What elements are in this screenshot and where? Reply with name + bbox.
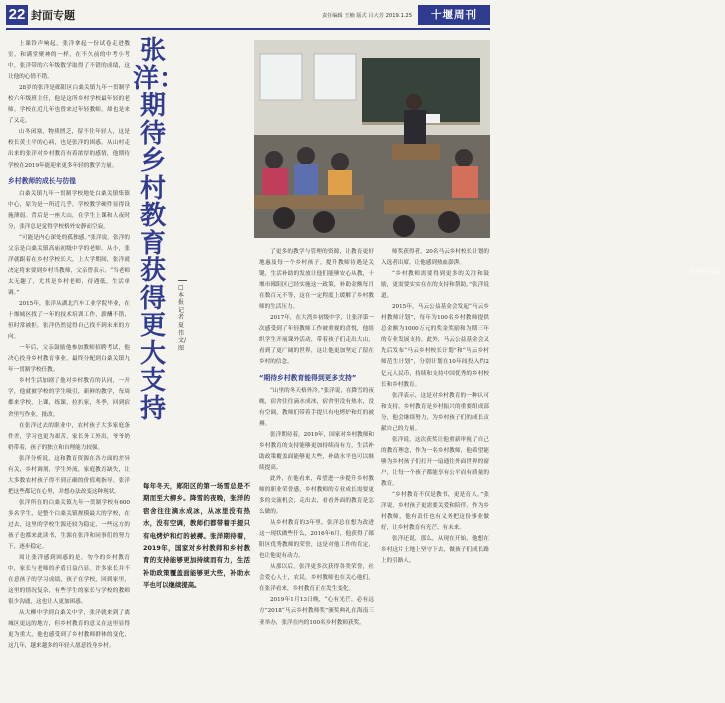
paragraph: 从那以后，张洋更多次获得各类荣誉，社会爱心人士，农民，乡村教师也在关心他们，在张洋看来，乡村教育正在发生变化。: [259, 564, 374, 593]
paragraph: 2019年1月13日晚，“心有光芒，必有远方”2018“马云乡村教师奖”颁奖典礼在海南三亚举办，张洋在内的100名乡村教师获奖。: [259, 597, 374, 626]
paragraph: 2015年，马云公益基金会发起“马云乡村教师计划”，每年为100名乡村教师提供总金额为1000万元的奖金奖励和为期三年的专业发展支持。此外，马云公益基金会又先后发布“马云乡村校长计划”和“马云乡村师范生计划”，分别计划在10年间投入约2亿元人民币，持续和支持中国优秀的乡村校长和乡村教育。: [381, 304, 489, 388]
paragraph: 张洋说，这次获奖让他重新审视了自己的教育理念，作为一名乡村教师，他希望能够为乡村孩子们打开一扇通往外面世界的窗户，让每一个孩子都能享有公平而有质量的教育。: [381, 436, 489, 487]
paragraph: 此外，在他看来，希望进一步提升乡村教师的职业荣誉感，乡村教师的专业成长需要更多的交流机会，走出去，看看外面的教育是怎么做的。: [259, 475, 374, 516]
newspaper-logo: 十堰周刊: [418, 5, 490, 25]
paragraph: “乡村教育不仅是教书，更是育人。”张洋说，乡村孩子更需要关爱和陪伴，作为乡村教师，他有责任也有义务把这份事业做好，让乡村教育有光芒、有未来。: [381, 492, 489, 532]
paragraph: 白桑关镇九年一贯制学校地处白桑关镇集镇中心，原为是一所近几乎，学校教学硬件显得设施薄弱。背后是一座大山，在学生上课和人夜时分，张洋总是觉得学校格外安静而空寂。: [8, 190, 130, 230]
classroom-illustration: [254, 40, 490, 238]
paragraph: “乡村教师需要得到更多的关注和鼓励，更需要实实在在的支持和帮助。”张洋说道。: [381, 271, 489, 300]
paragraph: 在张洋过去的职业中，农村孩子大多家庭条件差，学习也更为艰苦，家长务工外出，爷爷奶奶带着，孩子的独立和自理能力较强。: [8, 422, 130, 451]
paragraph: “可能是内心深处的孤独感。”张洋说。张洋的父亲是白桑关镇高庙初级中学的老师。从小，张洋就跟着在乡村学校长大，上大学期间，张洋就决定将来要到乡村当教师，父亲曾表示，“当老师太无趣了，尤其是乡村老师，待遇低，生活单调。”: [8, 234, 130, 296]
paragraph: 28岁的张洋是郧阳区白桑关镇九年一贯制学校六年级班主任，他是这所乡村学校最年轻的老师。学校在近几年也曾来过年轻教师，却也是来了又走。: [8, 85, 130, 125]
editor-credits: 责任编辑 王楠 版式 吕大芳 2019.1.25: [321, 13, 412, 19]
photo-caption: 讲课中的张洋。: [689, 269, 725, 275]
paragraph: 从大柳中学到白桑关中学，张洋就来到了离城区更远的地方，但乡村教育的意义在这里显得更为重大，他也感受到了乡村教师群体的变化，这几年，越来越多的年轻人愿意投身乡村。: [8, 610, 130, 650]
paragraph: 乡村生活加剧了他对乡村教育的认同，一开学，他就被学校的学生吸引，新鲜的教学，每周都来学校，上课，练课，拉扒家，冬季，回到宿舍里写作业，批改。: [8, 378, 130, 418]
page-header: [0, 0, 496, 30]
article-column-2: [259, 247, 374, 699]
article-column-1: [8, 39, 130, 699]
page-number: 22: [6, 5, 28, 25]
subheading: 乡村教师的成长与彷徨: [8, 176, 76, 185]
pull-quote: 每年冬天，郧阳区的第一场雪总是不期而至大柳乡。降雪的夜晚，张洋的宿舍往往滴水成冰，从冰里没有热水，没有空调，教师们都带着手提只有电烤炉和灯的被褥。张洋期待着，2019年，国家对乡村教师和乡村教育的支持能够更加持续而有力，生活补助政策覆盖面能够更大些，补助水平也可以继续提高。: [143, 482, 250, 590]
article-column-3: [381, 247, 489, 699]
paragraph: 张洋期待着，2019年，国家对乡村教师和乡村教育的支持能够更加持续而有力，生活补助政策覆盖面能够更大些，补助水平也可以继续提高。: [259, 431, 374, 471]
paragraph: 2015年，张洋从湖北汽车工业学院毕业，在十堰城区找了一年的技术培训工作，薪酬不错，但时常被拒。张洋仍然觉得自己找不到未来的方向。: [8, 301, 130, 341]
paragraph: 2017年，在大湾乡初级中学，让张洋第一次感受到了年轻教师工作被重视的喜悦，他组织学生开展课外活动，带着孩子们走出大山，看到了更广阔的世界，这让他更加坚定了留在乡村的信念。: [259, 315, 374, 366]
paragraph: 了更多的教学与管理的资源，让教育更好地惠及每一个乡村孩子。提升教师待遇是关键，生活补助的发放让他们能够安心从教，十堰市郧阳区已经实施这一政策，补助金额每月在数百元不等，这在一定程度上缓解了乡村教师的生活压力。: [259, 249, 374, 311]
headline: 张洋：期待乡村教育获得更大支持: [133, 36, 186, 424]
paragraph: 从乡村教育的3年里，张洋总在想为改进这一现状做些什么，2016年6月，他获得了郧阳区优秀教师的荣誉，这是对他工作的肯定，也让他更有动力。: [259, 520, 374, 560]
paragraph: 上课铃声响起，张洋拿起一份试卷走进教室，和满堂聚神的一样，在不久前的中考小考中，张洋带的六年级数学取得了不错的成绩，这让他的心情不错。: [8, 41, 130, 81]
header-rule: [6, 28, 490, 30]
paragraph: 周让张洋感到困惑的是，勿今的乡村教育中，家长与老师的矛盾日益凸显。许多家长并不在意孩子的学习成绩，孩子在学校，回到家里，这里的情况复杂，有些学生的家长与学校的教师很少沟通，这也让人更加困惑。: [8, 555, 130, 606]
paragraph: “山里的冬天格外冷。”张洋说，在降雪的夜晚，宿舍往往滴水成冰，宿舍里没有热水，没有空调，教师们带着手提只有电烤炉和灯的被褥。: [259, 387, 374, 427]
paragraph: 一年后，父亲鼓励他参加教师招聘考试，他决心投身乡村教育事业，最终分配到白桑关镇九年一贯制学校任教。: [8, 345, 130, 374]
section-title: 封面专题: [31, 9, 75, 22]
subheading: “期待乡村教育能得到更多支持”: [259, 373, 357, 382]
paragraph: 张洋所在的白桑关镇九年一贯制学校有600多名学生，是整个白桑关镇规模最大的学校，在过去，这里的学校生源还较为稳定，一些远方的孩子也都来此读书，生源在张洋和同事们的努力下，逐步稳定。: [8, 499, 130, 551]
paragraph: 张洋分析说，这和教育资源在各方面的差异有关，乡村调剂，学生外流，家庭教育缺失，让大多数农村孩子得不到正确的价值观指导。张洋把这些都记在心里，并想办法改变这种现状。: [8, 455, 130, 495]
paragraph: 张洋还说，那么，从现在开始，他想在乡村这片土地上坚守下去，做孩子们成长路上的引路人。: [381, 536, 489, 565]
paragraph: 师奖获得者，20名马云乡村校长计划的入选者出席，让他感到热血澎湃。: [381, 249, 489, 267]
paragraph: 张洋表示，这是对乡村教育的一种认可和支持，乡村教育是乡村振兴的重要组成部分，他会继续努力，为乡村孩子们的成长贡献自己的力量。: [381, 392, 489, 432]
paragraph: 山冬闭塞，物质匮乏，留不住年轻人，这是校长黄土平的心病，也是张洋的困惑。从山村走出来的张洋对乡村教育有着浓厚的感情，他期待学校在2019年能迎来更多年轻的教学力量。: [8, 129, 130, 169]
byline: □本报记者 夏伟 文/图: [178, 280, 187, 352]
